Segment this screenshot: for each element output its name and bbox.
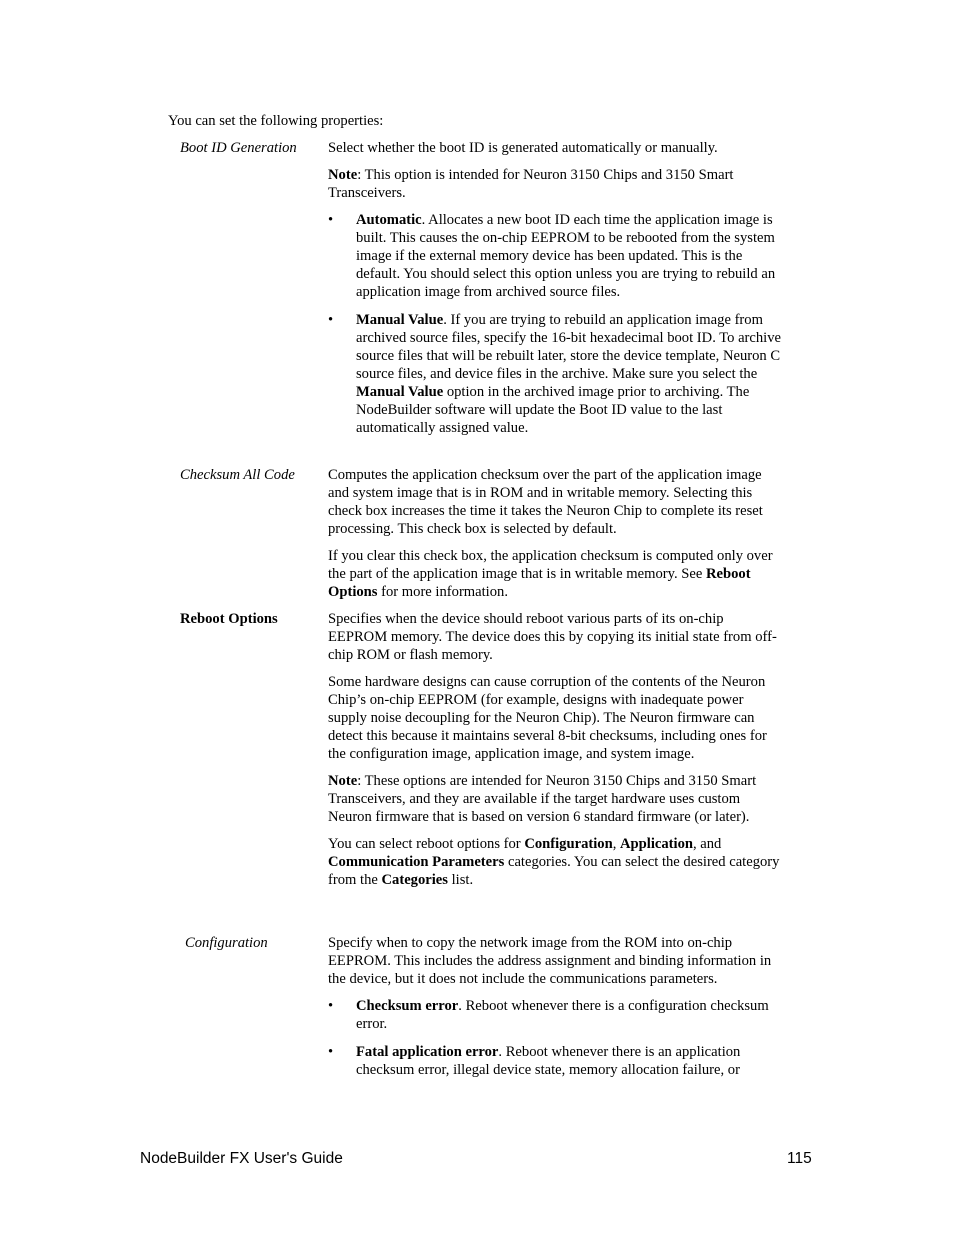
checksum-paragraph-2: If you clear this check box, the application checksum is computed only over the part of the application image that is in writable memory. See Reboot Options for more information. [328, 548, 773, 600]
desc-configuration [328, 934, 784, 1089]
boot-id-note: Note: This option is intended for Neuron 3150 Chips and 3150 Smart Transceivers. [328, 167, 734, 201]
footer-title: NodeBuilder FX User's Guide [140, 1150, 343, 1167]
reboot-paragraph-4: You can select reboot options for Configuration, Application, and Communication Parameters categories. You can select the desired category from the Categories list. [328, 836, 780, 888]
bullet-checksum-error: • Checksum error. Reboot whenever there is a configuration checksum error. [328, 998, 769, 1032]
term-boot-id-generation: Boot ID Generation [180, 140, 297, 156]
bullet-dot: • [328, 212, 334, 228]
checksum-paragraph-1: Computes the application checksum over the part of the application image and system image that is in ROM and in writable memory. Selecting this check box increases the time it takes the Neuron Chip to complete its reset processing. This check box is selected by default. [328, 467, 763, 537]
bullet-dot: • [328, 998, 334, 1014]
term-checksum-all-code: Checksum All Code [180, 467, 295, 483]
reboot-note: Note: These options are intended for Neuron 3150 Chips and 3150 Smart Transceivers, and they are available if the target hardware uses custom Neuron firmware that is based on version 6 standard firmware (or later). [328, 773, 757, 825]
desc-reboot-options [328, 610, 784, 898]
bullet-automatic: • Automatic. Allocates a new boot ID each time the application image is built. This causes the on-chip EEPROM to be rebooted from the system image if the external memory device has been updated. This is the default. You should select this option unless you are trying to rebuild an application image from archived source files. [328, 212, 776, 300]
boot-id-paragraph: Select whether the boot ID is generated automatically or manually. [328, 140, 718, 156]
reboot-paragraph-1: Specifies when the device should reboot various parts of its on-chip EEPROM memory. The device does this by copying its initial state from off-chip ROM or flash memory. [328, 611, 777, 663]
desc-checksum-all-code [328, 466, 784, 610]
bullet-dot: • [328, 312, 334, 328]
intro-text: You can set the following properties: [168, 113, 384, 129]
desc-boot-id-generation [328, 139, 784, 447]
bullet-manual-value: • Manual Value. If you are trying to rebuild an application image from archived source files, specify the 16-bit hexadecimal boot ID. To archive source files that will be rebuilt later, store the device template, Neuron C source files, and device files in the archive. Make sure you select the Manual Value option in the archived image prior to archiving. The NodeBuilder software will update the Boot ID value to the last automatically assigned value. [328, 312, 782, 436]
term-configuration: Configuration [185, 935, 268, 951]
term-reboot-options: Reboot Options [180, 611, 278, 627]
reboot-paragraph-2: Some hardware designs can cause corruption of the contents of the Neuron Chip’s on-chip EEPROM (for example, designs with inadequate power supply noise decoupling for the Neuron Chip). The Neuron firmware can detect this because it maintains several 8-bit checksums, including ones for the configuration image, application image, and system image. [328, 674, 767, 762]
bullet-fatal-application-error: • Fatal application error. Reboot whenever there is an application checksum error, illegal device state, memory allocation failure, or [328, 1044, 741, 1078]
bullet-dot: • [328, 1044, 334, 1060]
footer-page-number: 115 [787, 1150, 812, 1167]
configuration-paragraph: Specify when to copy the network image from the ROM into on-chip EEPROM. This includes the address assignment and binding information in the device, but it does not include the communications parameters. [328, 935, 772, 987]
